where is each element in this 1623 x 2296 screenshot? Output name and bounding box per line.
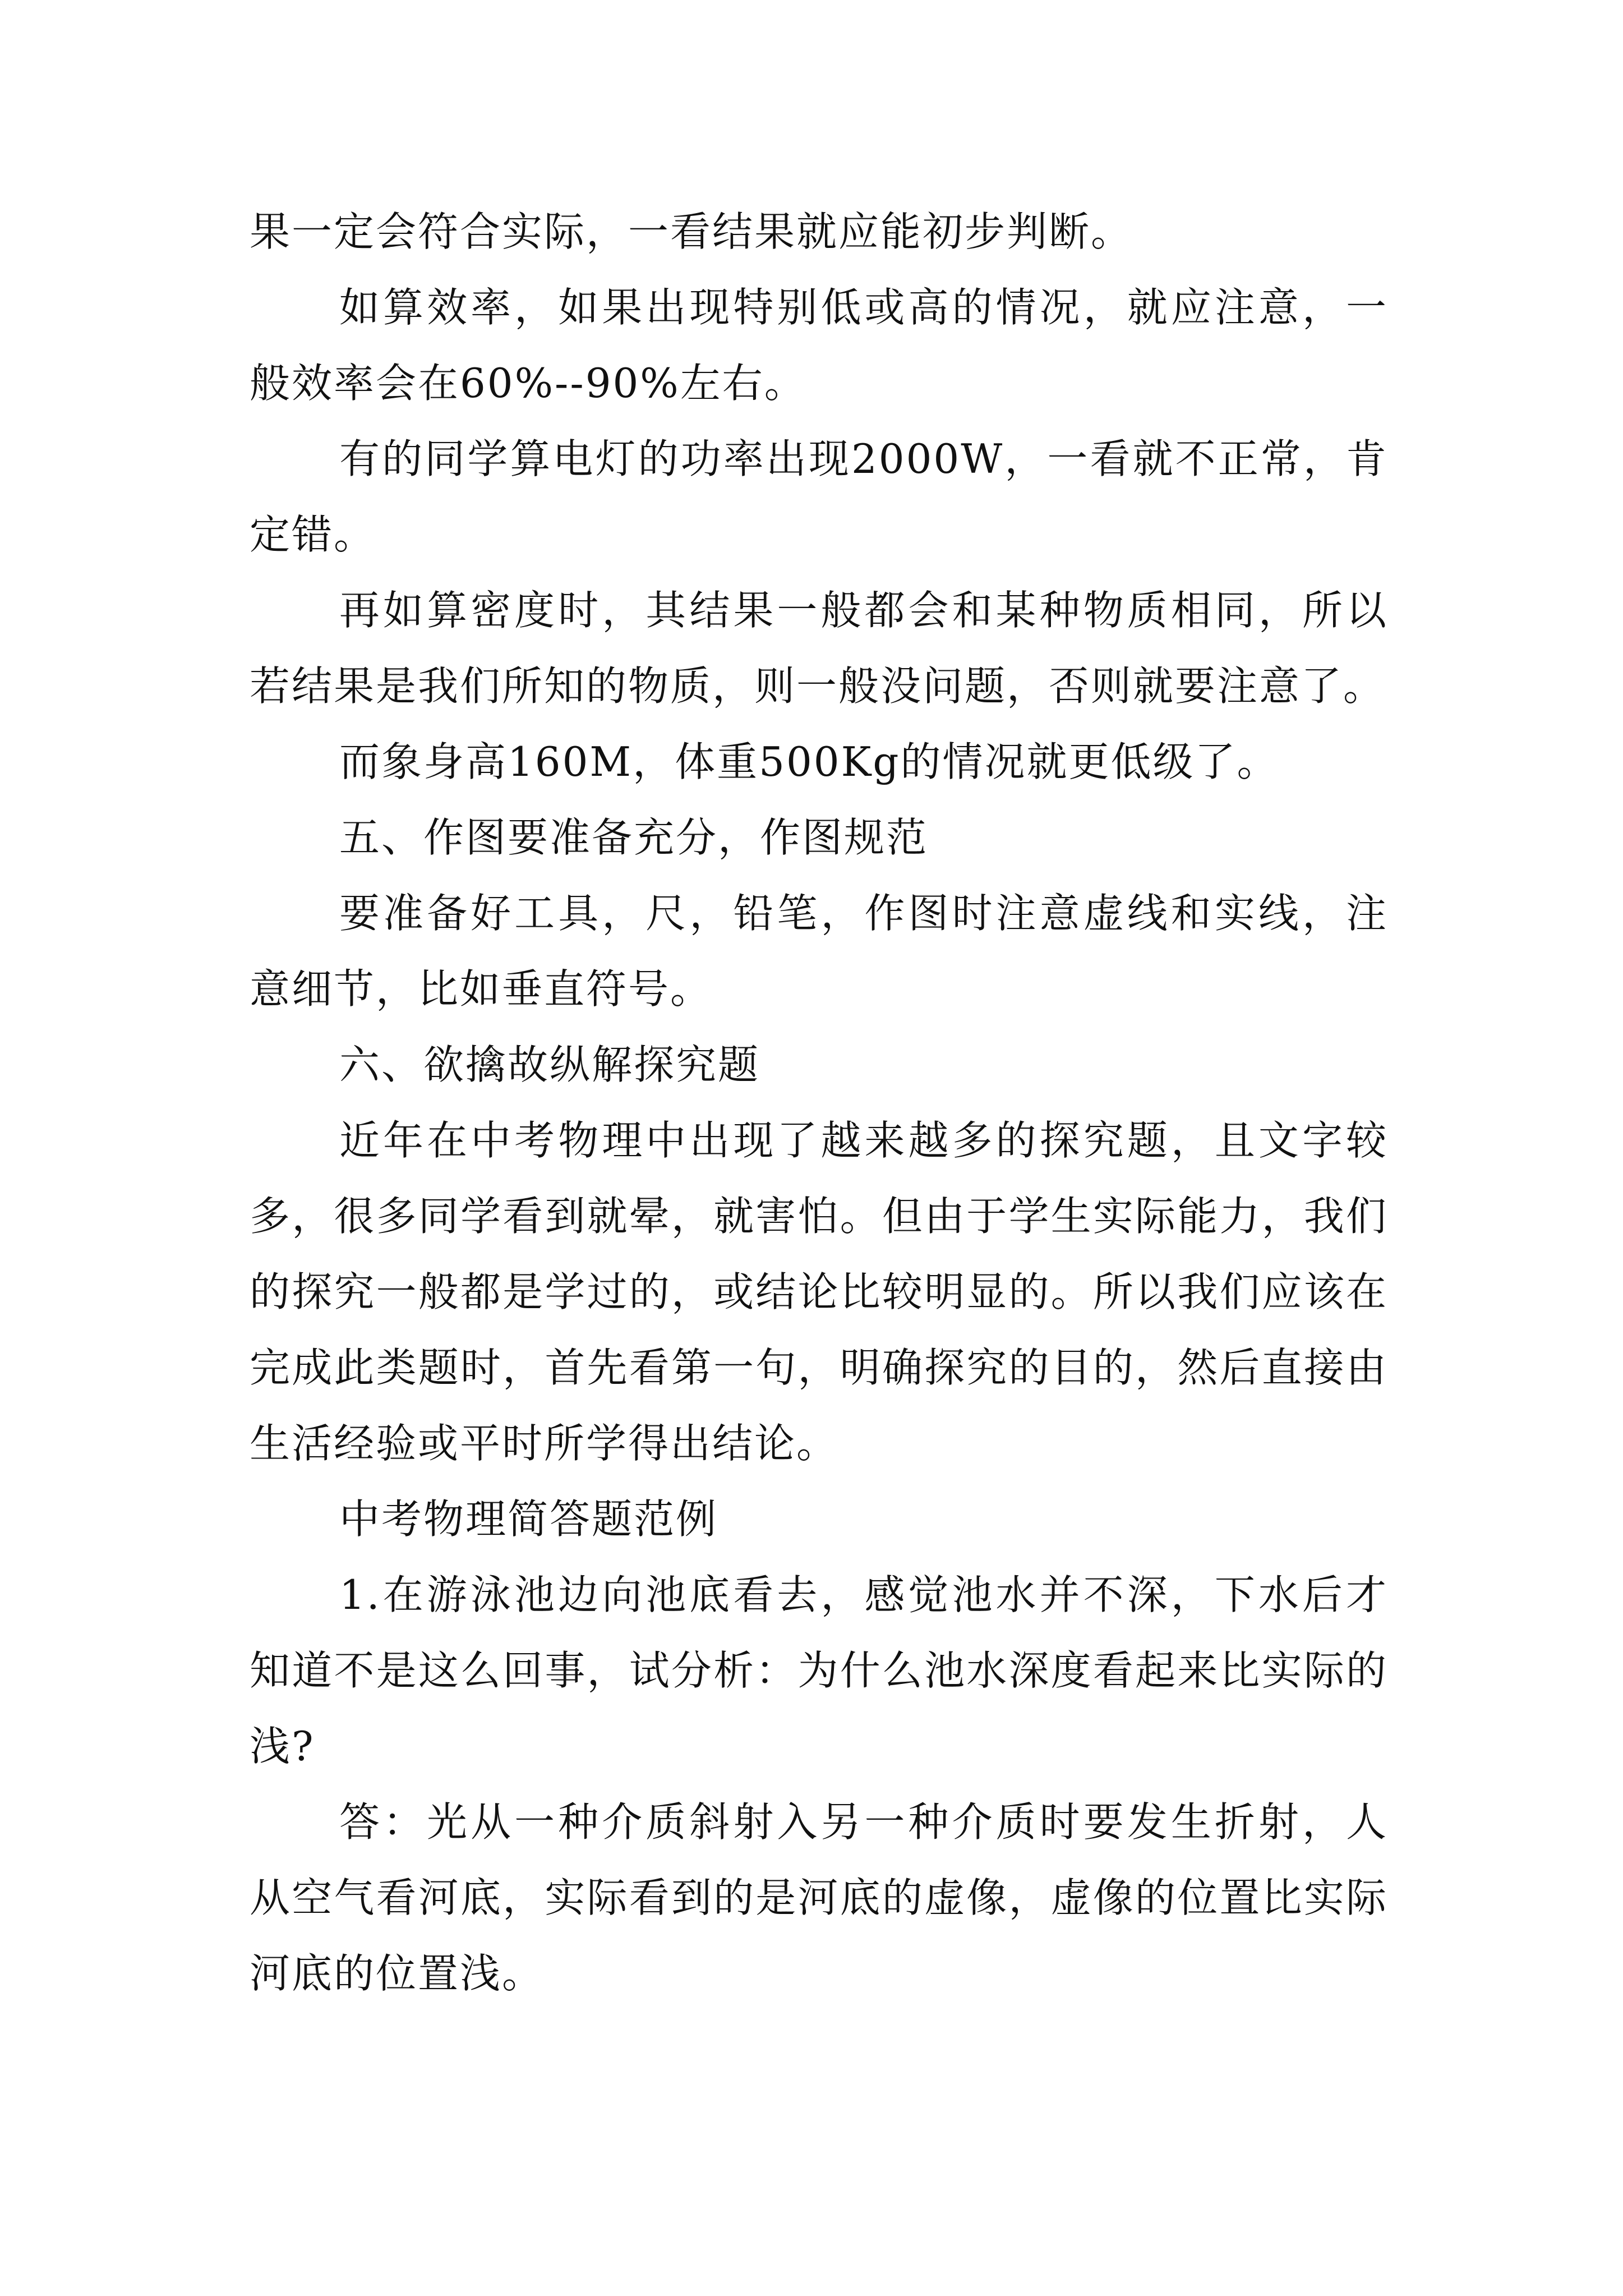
paragraph-density: 再如算密度时，其结果一般都会和某种物质相同，所以若结果是我们所知的物质，则一般没问题，否则就要注意了。 [250,587,1388,710]
paragraph-continuation: 果一定会符合实际，一看结果就应能初步判断。 [250,208,1133,255]
paragraph-inquiry: 近年在中考物理中出现了越来越多的探究题，且文字较多，很多同学看到就晕，就害怕。但由于学生实际能力，我们的探究一般都是学过的，或结论比较明显的。所以我们应该在完成此类题时，首先看第一句，明确探究的目的，然后直接由生活经验或平时所学得出结论。 [250,1117,1388,1467]
document-body [250,194,1388,2012]
question-1: 1.在游泳池边向池底看去，感觉池水并不深，下水后才知道不是这么回事，试分析：为什么池水深度看起来比实际的浅? [250,1571,1388,1770]
paragraph-drawing-tools: 要准备好工具，尺，铅笔，作图时注意虚线和实线，注意细节，比如垂直符号。 [250,890,1388,1013]
section-heading-examples: 中考物理简答题范例 [339,1496,718,1543]
paragraph-efficiency: 如算效率，如果出现特别低或高的情况，就应注意，一般效率会在60%--90%左右。 [250,284,1388,407]
answer-1: 答：光从一种介质斜射入另一种介质时要发生折射，人从空气看河底，实际看到的是河底的虚像，虚像的位置比实际河底的位置浅。 [250,1798,1388,1997]
paragraph-lamp-power: 有的同学算电灯的功率出现2000W，一看就不正常，肯定错。 [250,435,1388,558]
section-heading-drawing: 五、作图要准备充分，作图规范 [339,814,929,861]
paragraph-height-weight: 而象身高160M，体重500Kg的情况就更低级了。 [339,738,1279,785]
section-heading-inquiry: 六、欲擒故纵解探究题 [339,1041,760,1088]
